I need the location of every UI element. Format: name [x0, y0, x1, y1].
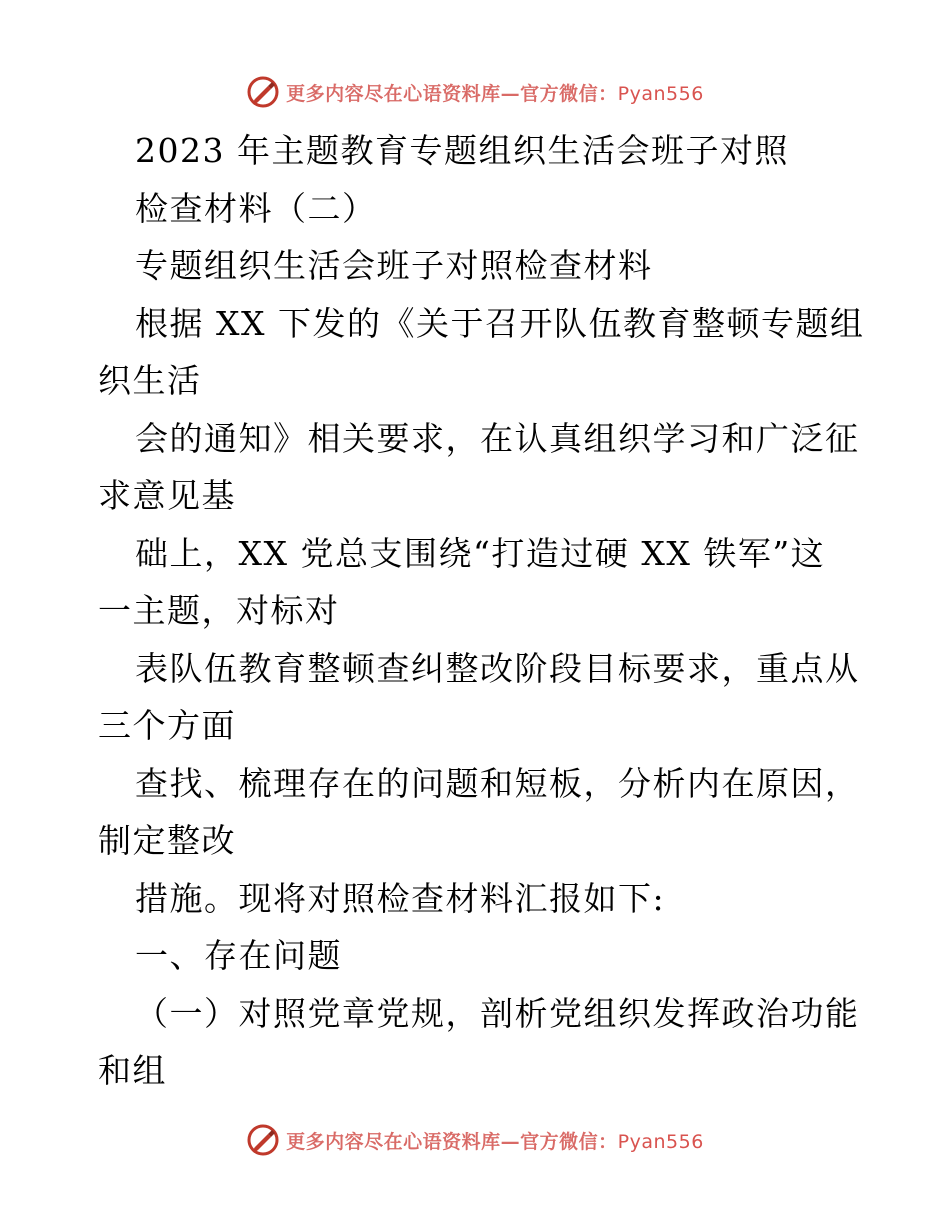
footer-watermark [0, 1120, 950, 1160]
doc-line: 措施。现将对照检查材料汇报如下: [135, 878, 666, 918]
doc-line: 和组 [98, 1051, 167, 1090]
doc-line: 专题组织生活会班子对照检查材料 [135, 246, 653, 285]
pen-logo-icon [246, 1123, 280, 1157]
doc-line: 制定整改 [98, 821, 236, 860]
watermark-wechat-id: Pyan556 [617, 82, 704, 105]
doc-line: 一、存在问题 [135, 936, 342, 975]
document-body [98, 122, 865, 1100]
doc-line: 三个方面 [98, 706, 236, 745]
pen-logo-icon [246, 75, 280, 109]
doc-line: 求意见基 [98, 476, 236, 515]
doc-line: 根据 XX 下发的《关于召开队伍教育整顿专题组 [135, 303, 865, 343]
doc-line: 查找、梳理存在的问题和短板，分析内在原因， [135, 763, 860, 803]
doc-line: （一）对照党章党规，剖析党组织发挥政治功能 [135, 993, 860, 1033]
watermark-wechat-id: Pyan556 [617, 1130, 704, 1153]
watermark-text-cn: 更多内容尽在心语资料库—官方微信： [286, 1130, 618, 1153]
doc-line: 2023 年主题教育专题组织生活会班子对照 [135, 131, 789, 170]
watermark-text-cn: 更多内容尽在心语资料库—官方微信： [286, 82, 618, 105]
doc-line: 织生活 [98, 361, 202, 400]
doc-line: 础上，XX 党总支围绕“打造过硬 XX 铁军”这 [135, 533, 826, 573]
doc-line: 会的通知》相关要求，在认真组织学习和广泛征 [135, 418, 860, 458]
doc-line: 表队伍教育整顿查纠整改阶段目标要求，重点从 [135, 648, 860, 688]
watermark-text [286, 1127, 704, 1154]
doc-line: 一主题，对标对 [98, 591, 340, 630]
doc-line: 检查材料（二） [135, 188, 377, 228]
header-watermark [0, 72, 950, 112]
watermark-text [286, 79, 704, 106]
